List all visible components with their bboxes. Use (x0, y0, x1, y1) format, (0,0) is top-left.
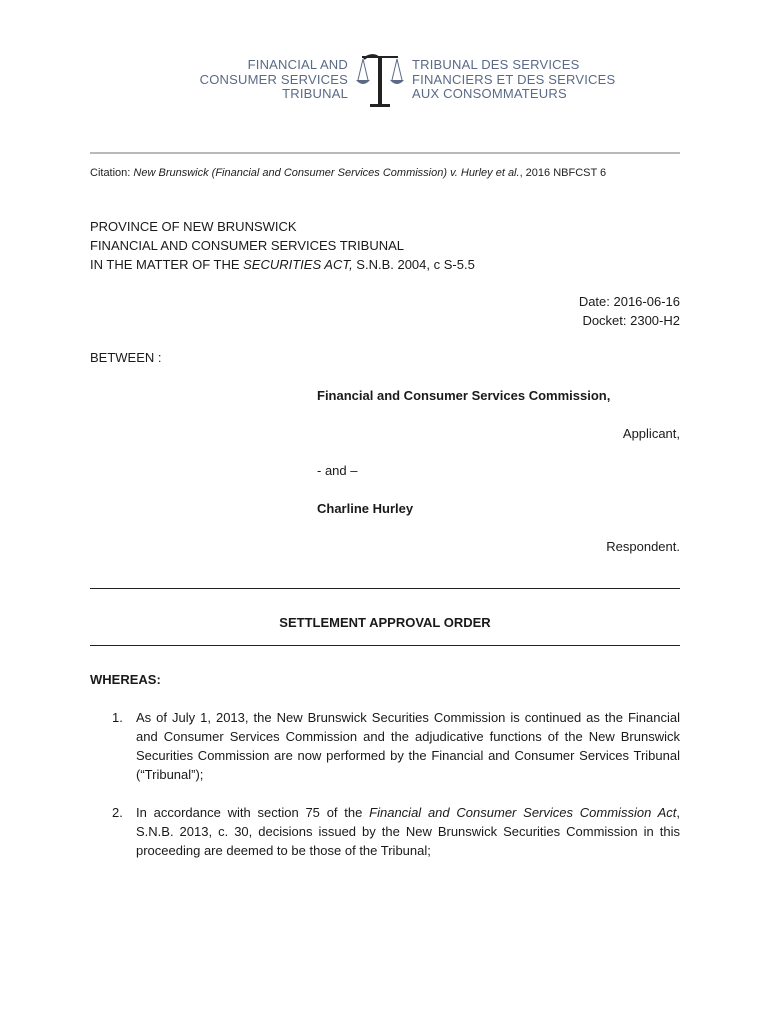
document-meta (579, 292, 680, 330)
tribunal-logo (0, 46, 770, 116)
recital-text: As of July 1, 2013, the New Brunswick Securities Commission is continued as the Financial and Consumer Services Commission and the adjudicative functions of the New Brunswick Securities Commission are now performed by the Financial and Consumer Services Tribunal (“Tribunal”); (136, 710, 680, 782)
citation-case: New Brunswick (Financial and Consumer Services Commission) v. Hurley et al. (133, 167, 520, 179)
recital-item (90, 708, 680, 784)
scales-of-justice-icon (354, 50, 406, 112)
logo-english-text (200, 58, 348, 102)
heading-matter-prefix: IN THE MATTER OF THE (90, 257, 244, 272)
recital-act-name: Financial and Consumer Services Commission Act (369, 805, 677, 820)
order-title: SETTLEMENT APPROVAL ORDER (279, 615, 491, 630)
respondent-name: Charline Hurley (317, 501, 414, 516)
logo-french-line-2: FINANCIERS ET DES SERVICES (412, 71, 616, 87)
logo-english-line-3: TRIBUNAL (282, 86, 348, 101)
respondent-role: Respondent. (606, 539, 680, 554)
applicant-name: Financial and Consumer Services Commission, (317, 388, 611, 403)
recital-text (136, 803, 680, 860)
citation-suffix: , 2016 NBFCST 6 (519, 167, 607, 179)
whereas-heading: WHEREAS: (90, 672, 161, 687)
document-heading (90, 217, 475, 274)
document-docket: Docket: 2300-H2 (582, 313, 680, 328)
heading-matter-suffix: S.N.B. 2004, c S-5.5 (352, 257, 475, 272)
between-label: BETWEEN : (90, 350, 162, 365)
logo-french-line-1: TRIBUNAL DES SERVICES (412, 57, 580, 72)
applicant-role: Applicant, (622, 426, 680, 441)
title-rule-bottom (90, 645, 680, 646)
header-divider (90, 152, 680, 154)
recital-item (90, 803, 680, 860)
citation (90, 167, 606, 179)
logo-french-text (412, 58, 615, 102)
heading-province: PROVINCE OF NEW BRUNSWICK (90, 219, 297, 234)
logo-french-line-3: AUX CONSOMMATEURS (412, 86, 567, 101)
recital-number: 1. (112, 710, 123, 725)
logo-english-line-2: CONSUMER SERVICES (199, 71, 348, 87)
logo-english-line-1: FINANCIAL AND (247, 57, 348, 72)
recital-text-prefix: In accordance with section 75 of the (136, 805, 370, 820)
heading-tribunal: FINANCIAL AND CONSUMER SERVICES TRIBUNAL (90, 238, 404, 253)
and-separator: - and – (317, 463, 358, 478)
recital-text-suffix: , S.N.B. 2013, c. 30, decisions issued by the New Brunswick Securities Commission in this proceeding are deemed to be those of the Tribunal; (136, 805, 680, 858)
heading-act-name: SECURITIES ACT, (243, 257, 353, 272)
document-date: Date: 2016-06-16 (578, 294, 680, 309)
heading-matter (90, 255, 475, 274)
title-rule-top (90, 588, 680, 589)
recital-number: 2. (112, 805, 123, 820)
citation-prefix: Citation: (90, 167, 134, 179)
